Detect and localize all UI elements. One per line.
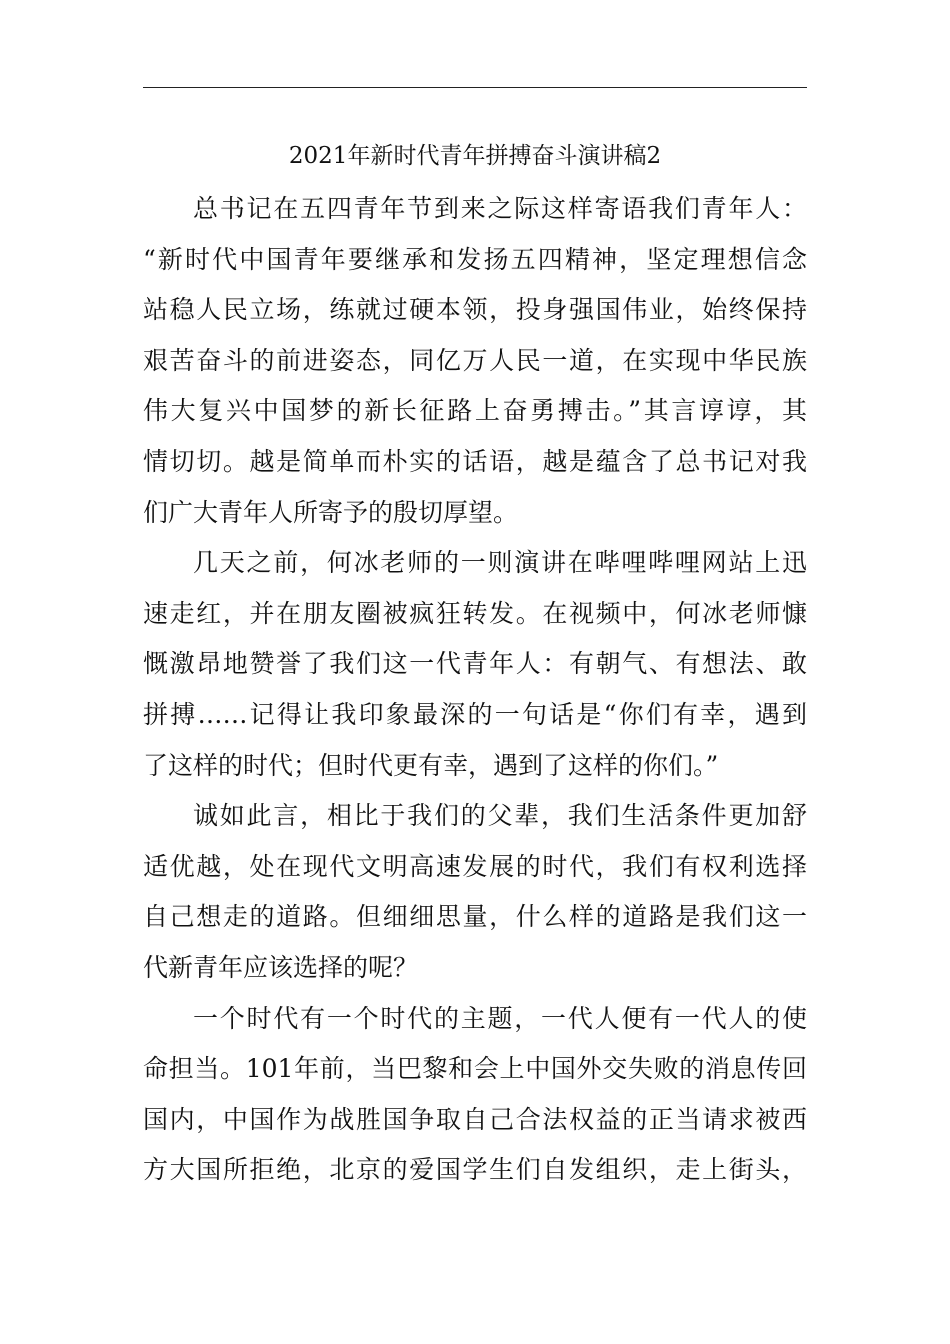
document-body — [143, 184, 807, 1196]
text-line: 一个时代有一个时代的主题，一代人便有一代人的使 — [193, 1003, 807, 1033]
text-line: 速走红，并在朋友圈被疯狂转发。在视频中，何冰老师慷 — [143, 598, 807, 628]
header-rule — [143, 87, 807, 88]
text-line: 几天之前，何冰老师的一则演讲在哔哩哔哩网站上迅 — [193, 548, 807, 578]
document-title: 2021年新时代青年拼搏奋斗演讲稿2 — [288, 143, 662, 169]
text-line: 情切切。越是简单而朴实的话语，越是蕴含了总书记对我 — [143, 446, 807, 476]
text-line: 国内，中国作为战胜国争取自己合法权益的正当请求被西 — [143, 1104, 807, 1134]
text-line: 伟大复兴中国梦的新长征路上奋勇搏击。”其言谆谆，其 — [143, 396, 807, 426]
text-line: 代新青年应该选择的呢？ — [143, 952, 419, 982]
text-line: 诚如此言，相比于我们的父辈，我们生活条件更加舒 — [193, 801, 807, 831]
text-line: 站稳人民立场，练就过硬本领，投身强国伟业，始终保持 — [143, 295, 807, 325]
text-line: 了这样的时代；但时代更有幸，遇到了这样的你们。” — [143, 750, 719, 780]
text-line: 们广大青年人所寄予的殷切厚望。 — [143, 497, 519, 527]
text-line: 自己想走的道路。但细细思量，什么样的道路是我们这一 — [143, 902, 807, 932]
text-line: 总书记在五四青年节到来之际这样寄语我们青年人： — [193, 194, 807, 223]
text-line: 艰苦奋斗的前进姿态，同亿万人民一道，在实现中华民族 — [143, 345, 807, 375]
text-line: 拼搏……记得让我印象最深的一句话是“你们有幸，遇到 — [143, 699, 807, 729]
text-line: 命担当。101年前，当巴黎和会上中国外交失败的消息传回 — [143, 1054, 807, 1084]
text-line: “新时代中国青年要继承和发扬五四精神，坚定理想信念 — [143, 244, 807, 274]
text-line: 慨激昂地赞誉了我们这一代青年人：有朝气、有想法、敢 — [143, 649, 807, 679]
text-line: 适优越，处在现代文明高速发展的时代，我们有权利选择 — [143, 851, 807, 881]
text-line: 方大国所拒绝，北京的爱国学生们自发组织，走上街头， — [143, 1155, 807, 1185]
